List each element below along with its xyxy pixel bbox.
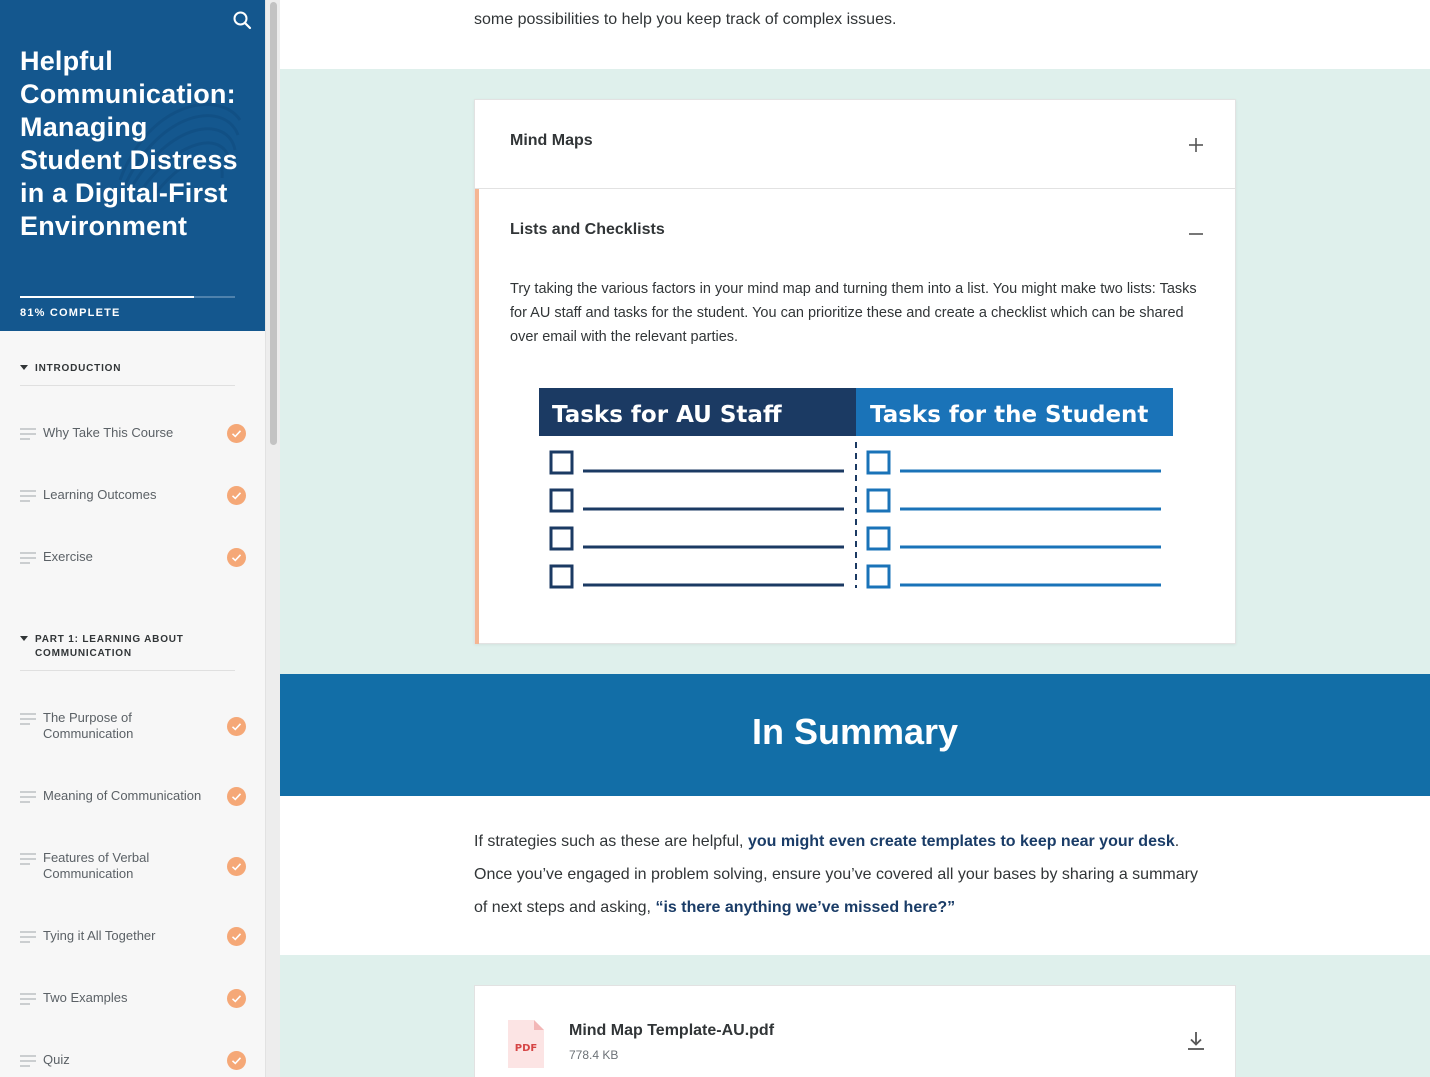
- lesson-label: Features of Verbal Communication: [43, 850, 150, 881]
- lesson-item[interactable]: [20, 487, 250, 530]
- text-lines-icon: [20, 490, 36, 502]
- intro-text: some possibilities to help you keep track of complex issues.: [474, 11, 897, 28]
- summary-emphasis: you might even create templates to keep near your desk: [747, 833, 1175, 850]
- summary-paragraph: [474, 825, 1214, 924]
- file-name: Mind Map Template-AU.pdf: [569, 1022, 775, 1039]
- lesson-label: Exercise: [43, 549, 93, 564]
- accordion-title[interactable]: Lists and Checklists: [510, 221, 665, 238]
- section-header-introduction[interactable]: [20, 362, 235, 386]
- lesson-item[interactable]: [20, 549, 250, 592]
- plus-icon[interactable]: [1188, 137, 1204, 153]
- collapse-triangle-icon: [20, 636, 28, 641]
- checkmark-icon: [227, 424, 246, 443]
- lesson-item[interactable]: [20, 710, 250, 753]
- summary-title: In Summary: [751, 711, 959, 752]
- file-size: 778.4 KB: [569, 1048, 619, 1062]
- attachment-card[interactable]: [474, 985, 1236, 1077]
- sidebar-header: [0, 0, 265, 331]
- lesson-label: Learning Outcomes: [43, 487, 157, 502]
- text-lines-icon: [20, 552, 36, 564]
- progress-bar-fill: [20, 296, 194, 298]
- lesson-label: Quiz: [43, 1052, 70, 1067]
- checklist-graphic: [539, 388, 1175, 593]
- checkmark-icon: [227, 989, 246, 1008]
- section-title: PART 1: LEARNING ABOUT COMMUNICATION: [35, 634, 184, 659]
- section-title: INTRODUCTION: [35, 363, 122, 374]
- staff-heading: Tasks for AU Staff: [552, 402, 782, 428]
- lesson-label: Tying it All Together: [43, 928, 156, 943]
- section-header-part-1[interactable]: [20, 633, 235, 671]
- minus-icon[interactable]: [1188, 226, 1204, 242]
- lesson-label: The Purpose of Communication: [43, 710, 134, 741]
- text-lines-icon: [20, 993, 36, 1005]
- lesson-item[interactable]: [20, 850, 250, 893]
- download-icon[interactable]: [1185, 1030, 1207, 1052]
- summary-text-part: If strategies such as these are helpful,: [474, 833, 748, 850]
- checkmark-icon: [227, 927, 246, 946]
- progress-label: 81% COMPLETE: [20, 307, 121, 319]
- search-button[interactable]: [231, 9, 253, 31]
- student-checkbox: [868, 490, 889, 511]
- lesson-item[interactable]: [20, 928, 250, 971]
- lesson-content: [280, 0, 1430, 1077]
- collapse-triangle-icon: [20, 365, 28, 370]
- student-checkbox: [868, 566, 889, 587]
- staff-checkbox: [551, 566, 572, 587]
- staff-checkbox: [551, 490, 572, 511]
- course-sidebar: [0, 0, 280, 1077]
- text-lines-icon: [20, 1055, 36, 1067]
- lesson-label: Why Take This Course: [43, 425, 174, 440]
- lesson-item[interactable]: [20, 788, 250, 831]
- text-lines-icon: [20, 931, 36, 943]
- lesson-label: Two Examples: [43, 990, 128, 1005]
- text-lines-icon: [20, 713, 36, 725]
- checkmark-icon: [227, 548, 246, 567]
- student-heading: Tasks for the Student: [870, 402, 1149, 428]
- intro-block: [280, 0, 1430, 69]
- summary-emphasis: “is there anything we’ve missed here?”: [655, 899, 956, 916]
- checkmark-icon: [227, 857, 246, 876]
- lesson-item[interactable]: [20, 1052, 250, 1077]
- course-title: Helpful Communication: Managing Student Distress in a Digital-First Environment: [20, 46, 238, 241]
- text-lines-icon: [20, 791, 36, 803]
- lesson-item[interactable]: [20, 990, 250, 1033]
- text-lines-icon: [20, 428, 36, 440]
- accordion-body-text: Try taking the various factors in your mind map and turning them into a list. You might make two lists: Tasks for AU staff and tasks for the student. You can prioritize these and create a checklist which can be shared over email with the relevant parties.: [510, 281, 1197, 345]
- text-lines-icon: [20, 853, 36, 865]
- scrollbar-thumb[interactable]: [270, 2, 277, 445]
- pdf-icon-label: PDF: [514, 1043, 538, 1054]
- accordion-item-mind-maps[interactable]: [475, 100, 1235, 189]
- search-icon: [231, 9, 253, 31]
- student-checkbox: [868, 452, 889, 473]
- staff-checkbox: [551, 528, 572, 549]
- checkmark-icon: [227, 717, 246, 736]
- lesson-item[interactable]: [20, 425, 250, 468]
- student-checkbox: [868, 528, 889, 549]
- checkmark-icon: [227, 486, 246, 505]
- progress-bar: [20, 296, 235, 298]
- sidebar-scrollbar[interactable]: [265, 0, 280, 1077]
- summary-text-part: . Once you’ve engaged in problem solving, ensure you’ve covered all your bases by sharing a summary of next steps and asking,: [474, 833, 1198, 916]
- accordion-title: Mind Maps: [510, 132, 593, 149]
- staff-checkbox: [551, 452, 572, 473]
- pdf-file-icon: [506, 1018, 546, 1070]
- checkmark-icon: [227, 787, 246, 806]
- checkmark-icon: [227, 1051, 246, 1070]
- lesson-label: Meaning of Communication: [43, 788, 202, 803]
